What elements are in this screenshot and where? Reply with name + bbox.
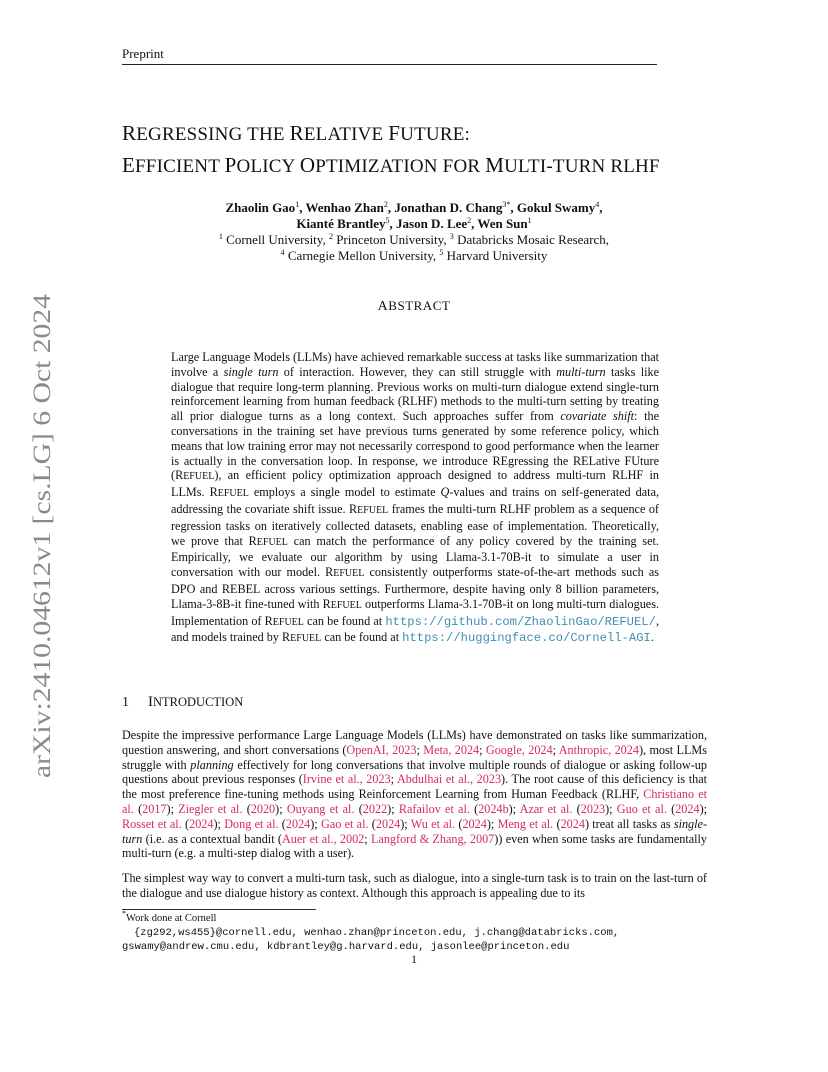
intro-paragraph-2: The simplest way way to convert a multi-turn task, such as dialogue, into a single-turn task is to train on the last-turn of the dialogue and use dialogue history as context. Although this approach is appealing due to its	[122, 871, 707, 900]
citation-link[interactable]: Christiano et al.	[122, 787, 707, 816]
abstract-body: Large Language Models (LLMs) have achieved remarkable success at tasks like summarization that involve a single turn of interaction. However, they can still struggle with multi-turn tasks like dialogue that require long-term planning. Previous works on multi-turn dialogue extend single-turn reinforcement learning from human feedback (RLHF) methods to the multi-turn setting by treating all prior dialogue turns as a long context. Such approaches suffer from covariate shift: the conversations in the training set have previous turns generated by some reference policy, which means that low training error may not necessarily correspond to good performance when the learner is actually in the conversation loop. In response, we introduce REgressing the RELative FUture (REFUEL), an efficient policy optimization approach designed to address multi-turn RLHF in LLMs. REFUEL employs a single model to estimate Q-values and trains on self-generated data, addressing the covariate shift issue. REFUEL frames the multi-turn RLHF problem as a sequence of regression tasks on iteratively collected datasets, enabling ease of implementation. Theoretically, we prove that REFUEL can match the performance of any policy covered by the training set. Empirically, we evaluate our algorithm by using Llama-3.1-70B-it to simulate a user in conversation with our model. REFUEL consistently outperforms state-of-the-art methods such as DPO and REBEL across various settings. Furthermore, despite having only 8 billion parameters, Llama-3-8B-it fine-tuned with REFUEL outperforms Llama-3.1-70B-it on long multi-turn dialogues. Implementation of REFUEL can be found at https://github.com/ZhaolinGao/REFUEL/, and models trained by REFUEL can be found at https://huggingface.co/Cornell-AGI.	[171, 350, 660, 646]
citation-year-link[interactable]: 2020	[250, 801, 276, 816]
footnote-emails-line-2: gswamy@andrew.cmu.edu, kdbrantley@g.harvard.edu, jasonlee@princeton.edu	[122, 941, 570, 953]
citation-year-link[interactable]: 2024	[375, 816, 401, 831]
citation-link[interactable]: Rafailov et al.	[398, 801, 470, 816]
citation-link[interactable]: Meta, 2024	[423, 742, 480, 757]
abstract-heading: ABSTRACT	[377, 298, 451, 314]
citation-link[interactable]: Wu et al.	[410, 816, 456, 831]
title-line-1: REGRESSING THE RELATIVE FUTURE:	[122, 121, 470, 145]
footnote	[122, 909, 722, 954]
citation-year-link[interactable]: 2024	[285, 816, 311, 831]
intro-paragraph-1: Despite the impressive performance Large Language Models (LLMs) have demonstrated on tasks like summarization, question answering, and short conversations (OpenAI, 2023; Meta, 2024; Google, 2024; Anthropic, 2024), most LLMs struggle with planning effectively for long conversations that involve multiple rounds of dialogue or asking follow-up questions about previous responses (Irvine et al., 2023; Abdulhai et al., 2023). The root cause of this deficiency is that the most preference fine-tuning methods using Reinforcement Learning from Human Feedback (RLHF, Christiano et al. (2017); Ziegler et al. (2020); Ouyang et al. (2022); Rafailov et al. (2024b); Azar et al. (2023); Guo et al. (2024); Rosset et al. (2024); Dong et al. (2024); Gao et al. (2024); Wu et al. (2024); Meng et al. (2024) treat all tasks as single-turn (i.e. as a contextual bandit (Auer et al., 2002; Langford & Zhang, 2007)) even when some tasks are fundamentally multi-turn (e.g. a multi-step dialog with a user).	[122, 728, 708, 861]
citation-year-link[interactable]: 2024	[462, 816, 487, 831]
citation-link[interactable]: Anthropic, 2024	[558, 742, 639, 757]
author-line-2: Kianté Brantley$^5$, Jason D. Lee$^2$, Wen Sun$^1$	[296, 216, 532, 231]
citation-year-link[interactable]: 2024	[189, 816, 214, 831]
arxiv-side-identifier	[8, 290, 68, 780]
citation-link[interactable]: Guo et al.	[616, 801, 667, 816]
footnote-rule	[122, 909, 316, 910]
paper-title	[122, 118, 742, 182]
citation-link[interactable]: Meng et al.	[497, 816, 554, 831]
citation-link[interactable]: Azar et al.	[519, 801, 573, 816]
citation-year-link[interactable]: 2024	[675, 801, 700, 816]
title-line-2: EFFICIENT POLICY OPTIMIZATION FOR MULTI-TURN RLHF	[122, 153, 660, 177]
arxiv-identifier-text: arXiv:2410.04612v1 [cs.LG] 6 Oct 2024	[29, 369, 56, 778]
header-label: Preprint	[122, 46, 164, 61]
page-number: 1	[411, 952, 417, 966]
affiliation-line-2: $^4$ Carnegie Mellon University, $^5$ Harvard University	[280, 248, 548, 263]
section-heading: 1 INTRODUCTION	[122, 694, 244, 710]
author-line-1: Zhaolin Gao$^1$, Wenhao Zhan$^2$, Jonathan D. Chang$^{3*}$, Gokul Swamy$^4$,	[225, 200, 603, 215]
citation-link[interactable]: Rosset et al.	[122, 816, 182, 831]
citation-link[interactable]: Irvine et al., 2023	[302, 772, 391, 787]
citation-year-link[interactable]: 2023	[580, 801, 606, 816]
citation-year-link[interactable]: 2024b	[478, 801, 509, 816]
citation-link[interactable]: Dong et al.	[224, 816, 279, 831]
huggingface-link[interactable]: https://huggingface.co/Cornell-AGI	[402, 631, 651, 646]
citation-link[interactable]: OpenAI, 2023	[346, 742, 417, 757]
citation-year-link[interactable]: 2022	[362, 801, 388, 816]
refuel-name: REFUEL	[175, 468, 215, 483]
header-rule	[122, 64, 657, 65]
footnote-emails-line-1: {zg292,ws455}@cornell.edu, wenhao.zhan@princeton.edu, j.chang@databricks.com,	[134, 927, 620, 939]
author-block	[150, 200, 678, 264]
citation-link[interactable]: Auer et al., 2002	[281, 831, 365, 846]
section-number: 1	[122, 695, 129, 710]
citation-link[interactable]: Abdulhai et al., 2023	[396, 772, 502, 787]
citation-link[interactable]: Ouyang et al.	[286, 801, 355, 816]
citation-year-link[interactable]: 2017	[142, 801, 167, 816]
citation-link[interactable]: Langford & Zhang, 2007	[370, 831, 495, 846]
citation-link[interactable]: Google, 2024	[485, 742, 553, 757]
citation-link[interactable]: Ziegler et al.	[178, 801, 243, 816]
citation-year-link[interactable]: 2024	[560, 816, 585, 831]
affiliation-line-1: $^1$ Cornell University, $^2$ Princeton University, $^3$ Databricks Mosaic Research,	[218, 232, 610, 247]
github-link[interactable]: https://github.com/ZhaolinGao/REFUEL/	[385, 614, 656, 629]
footnote-note: *Work done at Cornell	[122, 909, 217, 924]
citation-link[interactable]: Gao et al.	[320, 816, 369, 831]
